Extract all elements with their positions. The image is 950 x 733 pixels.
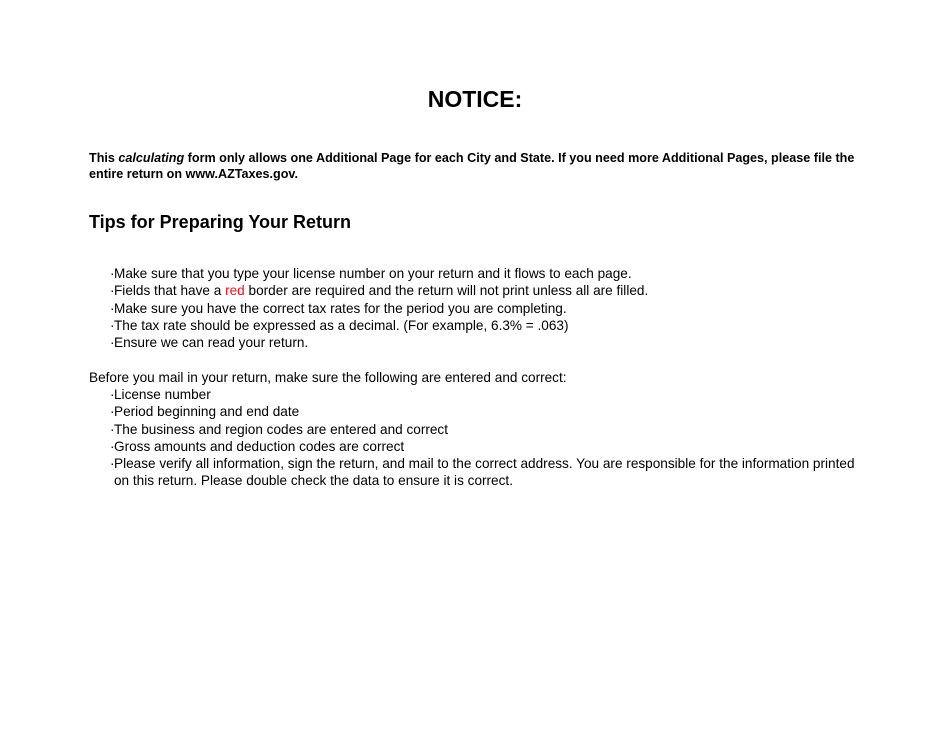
bullet-marker: · (110, 283, 115, 299)
bullet-marker: · (110, 266, 115, 281)
checklist (110, 386, 870, 490)
notice-intro (89, 150, 869, 182)
bullet-marker: · (110, 456, 115, 472)
checklist-item (110, 421, 870, 438)
tip-text (114, 282, 648, 299)
tips-heading: Tips for Preparing Your Return (89, 212, 352, 232)
checklist-item (110, 386, 870, 403)
tip-text: Make sure you have the correct tax rates for the period you are completing. (114, 300, 567, 316)
checklist-text: License number (114, 387, 211, 402)
bullet-marker: · (110, 317, 115, 333)
tip-item (110, 317, 648, 334)
tip-highlight-red: red (225, 283, 245, 299)
checklist-item (110, 438, 870, 455)
checklist-text: The business and region codes are entered and correct (114, 421, 449, 437)
tip-text: Ensure we can read your return. (114, 335, 309, 351)
bullet-marker: · (110, 300, 115, 316)
checklist-text: Gross amounts and deduction codes are correct (114, 438, 405, 454)
checklist-text: Please verify all information, sign the return, and mail to the correct address. You are responsible for the information printed on this return. Please double check the data to ensure it is correct. (114, 456, 855, 489)
bullet-marker: · (110, 335, 115, 351)
checklist-text: Period beginning and end date (114, 404, 300, 420)
checklist-intro: Before you mail in your return, make sure the following are entered and correct: (89, 370, 567, 385)
checklist-item (110, 403, 870, 420)
tip-text-after: border are required and the return will not print unless all are filled. (244, 283, 649, 299)
bullet-marker: · (110, 421, 115, 437)
tip-item (110, 334, 648, 351)
tip-text: The tax rate should be expressed as a decimal. (For example, 6.3% = .063) (114, 317, 569, 333)
tip-item (110, 300, 648, 317)
intro-text-part1: This (89, 151, 119, 165)
notice-title: NOTICE: (427, 86, 523, 112)
tip-text: Make sure that you type your license number on your return and it flows to each page. (114, 266, 632, 281)
checklist-item (110, 455, 870, 490)
intro-text-part2: form only allows one Additional Page for each City and State. If you need more Additional Pages, please file the entire return on www.AZTaxes.gov. (89, 151, 855, 181)
bullet-marker: · (110, 387, 115, 402)
tips-list (110, 265, 648, 351)
bullet-marker: · (110, 438, 115, 454)
tip-item (110, 265, 648, 282)
tip-item (110, 282, 648, 299)
tip-text-before: Fields that have a (114, 283, 226, 299)
bullet-marker: · (110, 404, 115, 420)
intro-emphasis: calculating (118, 151, 185, 165)
